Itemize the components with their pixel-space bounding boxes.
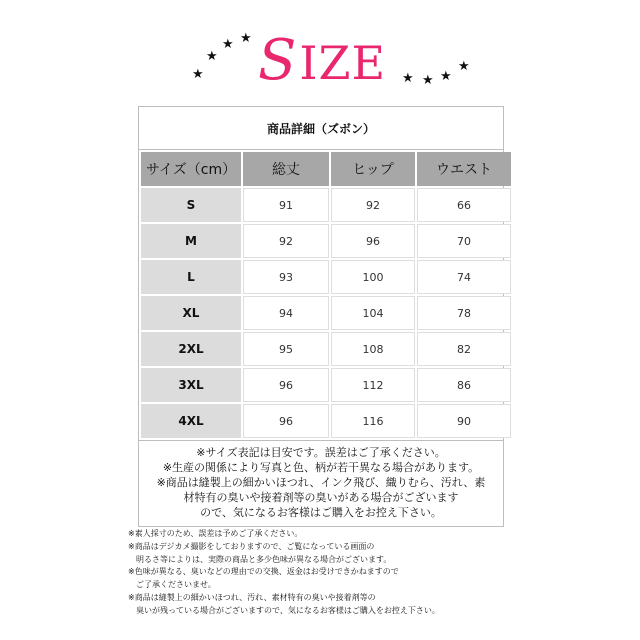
row-size: 3XL (141, 368, 241, 402)
size-grid (139, 150, 503, 440)
note-line: ※生産の関係により写真と色、柄が若干異なる場合があります。 (162, 461, 480, 474)
header-length: 総丈 (243, 152, 329, 186)
page-title (258, 28, 387, 93)
row-length: 92 (243, 224, 329, 258)
row-hip: 96 (331, 224, 415, 258)
footer-line: ご了承くださいませ。 (128, 580, 216, 590)
footer-line: 明るさ等によりは、実際の商品と多少色味が異なる場合がございます。 (128, 554, 392, 564)
footer-line: ※商品はデジカメ撮影をしておりますので、ご覧になっている画面の (128, 541, 375, 551)
star-icon: ★ (440, 69, 452, 84)
row-waist: 74 (417, 260, 511, 294)
row-length: 95 (243, 332, 329, 366)
note-line: ので、気になるお客様はご購入をお控え下さい。 (200, 506, 442, 519)
row-hip: 112 (331, 368, 415, 402)
row-size: S (141, 188, 241, 222)
row-waist: 70 (417, 224, 511, 258)
row-length: 96 (243, 368, 329, 402)
star-icon: ★ (240, 31, 252, 46)
footer-notes (128, 528, 538, 618)
row-length: 91 (243, 188, 329, 222)
row-hip: 108 (331, 332, 415, 366)
row-hip: 104 (331, 296, 415, 330)
row-size: 2XL (141, 332, 241, 366)
footer-line: ※商品は縫製上の細かいほつれ、汚れ、素材特有の臭いや接着剤等の (128, 592, 376, 602)
row-size: L (141, 260, 241, 294)
footer-line: ※色味が異なる、臭いなどの理由での交換、返金はお受けできかねますので (128, 567, 399, 577)
header-size: サイズ（cm） (141, 152, 241, 186)
row-hip: 92 (331, 188, 415, 222)
star-icon: ★ (422, 73, 434, 88)
star-icon: ★ (206, 49, 218, 64)
title-rest: IZE (299, 36, 387, 90)
note-line: ※サイズ表記は目安です。誤差はご了承ください。 (196, 446, 446, 459)
row-length: 94 (243, 296, 329, 330)
star-icon: ★ (192, 67, 204, 82)
star-icon: ★ (222, 37, 234, 52)
row-length: 93 (243, 260, 329, 294)
row-waist: 86 (417, 368, 511, 402)
title-first-letter: S (258, 28, 298, 93)
star-icon: ★ (458, 59, 470, 74)
row-size: M (141, 224, 241, 258)
row-waist: 82 (417, 332, 511, 366)
note-line: ※商品は縫製上の細かいほつれ、インク飛び、織りむら、汚れ、素 (156, 476, 486, 489)
row-hip: 100 (331, 260, 415, 294)
row-size: 4XL (141, 404, 241, 438)
header-waist: ウエスト (417, 152, 511, 186)
row-waist: 78 (417, 296, 511, 330)
row-size: XL (141, 296, 241, 330)
footer-line: ※素人採寸のため、誤差は予めご了承ください。 (128, 529, 303, 538)
table-notes (139, 440, 503, 526)
header-hip: ヒップ (331, 152, 415, 186)
row-waist: 66 (417, 188, 511, 222)
title-banner (0, 22, 640, 102)
size-table (138, 106, 504, 527)
table-caption: 商品詳細（ズボン） (139, 107, 503, 150)
star-icon: ★ (402, 71, 414, 86)
footer-line: 臭いが残っている場合がございますので、気になるお客様はご購入をお控え下さい。 (128, 605, 440, 615)
row-waist: 90 (417, 404, 511, 438)
row-hip: 116 (331, 404, 415, 438)
row-length: 96 (243, 404, 329, 438)
note-line: 材特有の臭いや接着剤等の臭いがある場合がございます (183, 491, 459, 504)
